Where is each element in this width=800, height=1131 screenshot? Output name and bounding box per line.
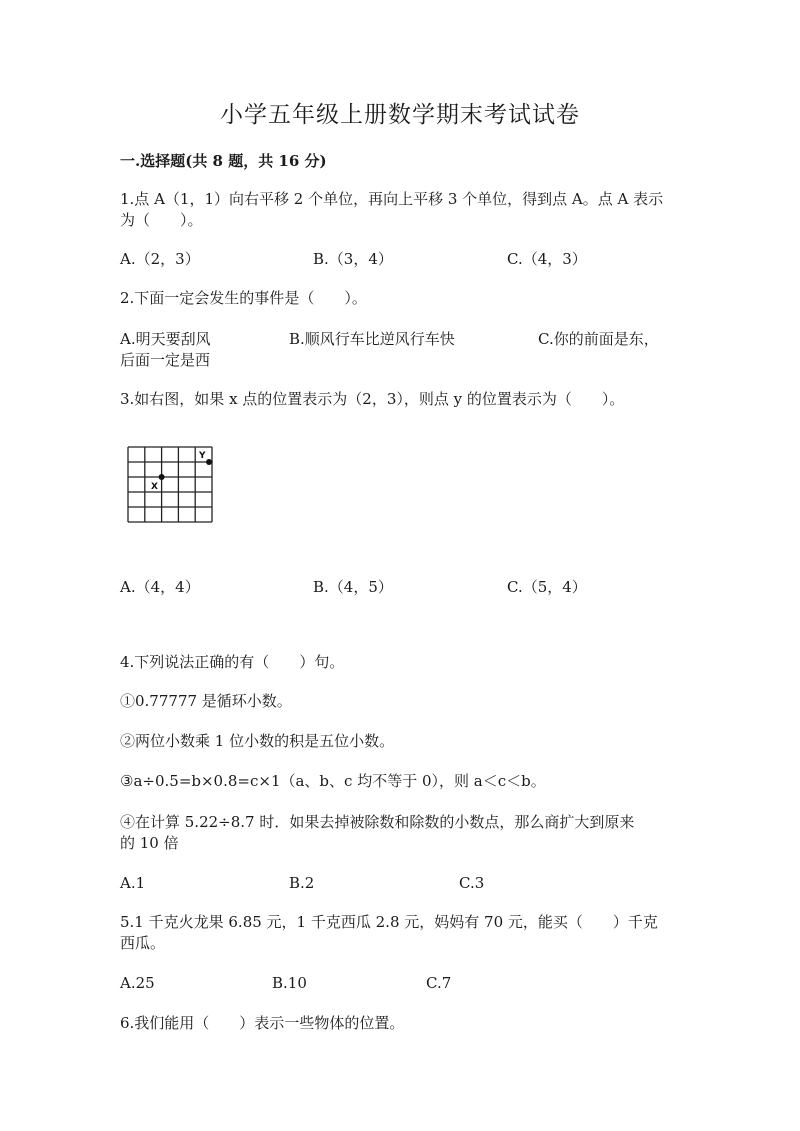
question-3-option-c[interactable]: C.（5，4） [507,578,587,596]
question-2-option-c-continued: 后面一定是西 [120,351,211,369]
page-title: 小学五年级上册数学期末考试试卷 [220,102,580,128]
question-4-statement-4-line2: 的 10 倍 [120,834,179,852]
question-4-statement-2: ②两位小数乘 1 位小数的积是五位小数。 [120,732,395,750]
question-6-text: 6.我们能用（ ）表示一些物体的位置。 [120,1014,405,1032]
question-2-option-c[interactable]: C.你的前面是东， [538,330,659,348]
question-5-option-a[interactable]: A.25 [120,974,155,992]
coordinate-grid-figure [124,441,216,527]
question-5-text-line2: 西瓜。 [120,934,166,952]
section-heading: 一.选择题(共 8 题，共 16 分) [120,152,327,170]
point-y-marker [206,459,212,465]
question-5-text-line1: 5.1 千克火龙果 6.85 元，1 千克西瓜 2.8 元，妈妈有 70 元，能买（ ）千克 [120,913,658,931]
question-1-option-b[interactable]: B.（3，4） [313,250,393,268]
question-3-option-b[interactable]: B.（4，5） [313,578,393,596]
question-4-statement-4-line1: ④在计算 5.22÷8.7 时．如果去掉被除数和除数的小数点，那么商扩大到原来 [120,813,635,831]
question-5-option-b[interactable]: B.10 [272,974,307,992]
question-4-option-c[interactable]: C.3 [459,874,485,892]
question-2-option-a[interactable]: A.明天要刮风 [120,330,211,348]
point-y-label: Y [199,451,206,461]
point-x-marker [159,474,165,480]
question-4-option-a[interactable]: A.1 [120,874,146,892]
question-4-text: 4.下列说法正确的有（ ）句。 [120,653,345,671]
question-4-statement-1: ①0.77777 是循环小数。 [120,692,292,710]
question-2-option-b[interactable]: B.顺风行车比逆风行车快 [289,330,455,348]
question-1-text-line2: 为（ ）。 [120,211,203,229]
point-x-label: X [151,482,158,492]
coordinate-grid [124,441,216,527]
question-4-option-b[interactable]: B.2 [289,874,315,892]
question-3-option-a[interactable]: A.（4，4） [120,578,200,596]
question-4-statement-3: ③a÷0.5=b×0.8=c×1（a、b、c 均不等于 0），则 a＜c＜b。 [120,772,546,790]
question-1-option-a[interactable]: A.（2，3） [120,250,200,268]
question-1-option-c[interactable]: C.（4，3） [507,250,587,268]
question-2-text: 2.下面一定会发生的事件是（ ）。 [120,289,367,307]
question-1-text-line1: 1.点 A（1，1）向右平移 2 个单位，再向上平移 3 个单位，得到点 A。点 A 表示 [120,190,664,208]
question-3-text: 3.如右图，如果 x 点的位置表示为（2，3），则点 y 的位置表示为（ ）。 [120,390,625,408]
question-5-option-c[interactable]: C.7 [426,974,452,992]
